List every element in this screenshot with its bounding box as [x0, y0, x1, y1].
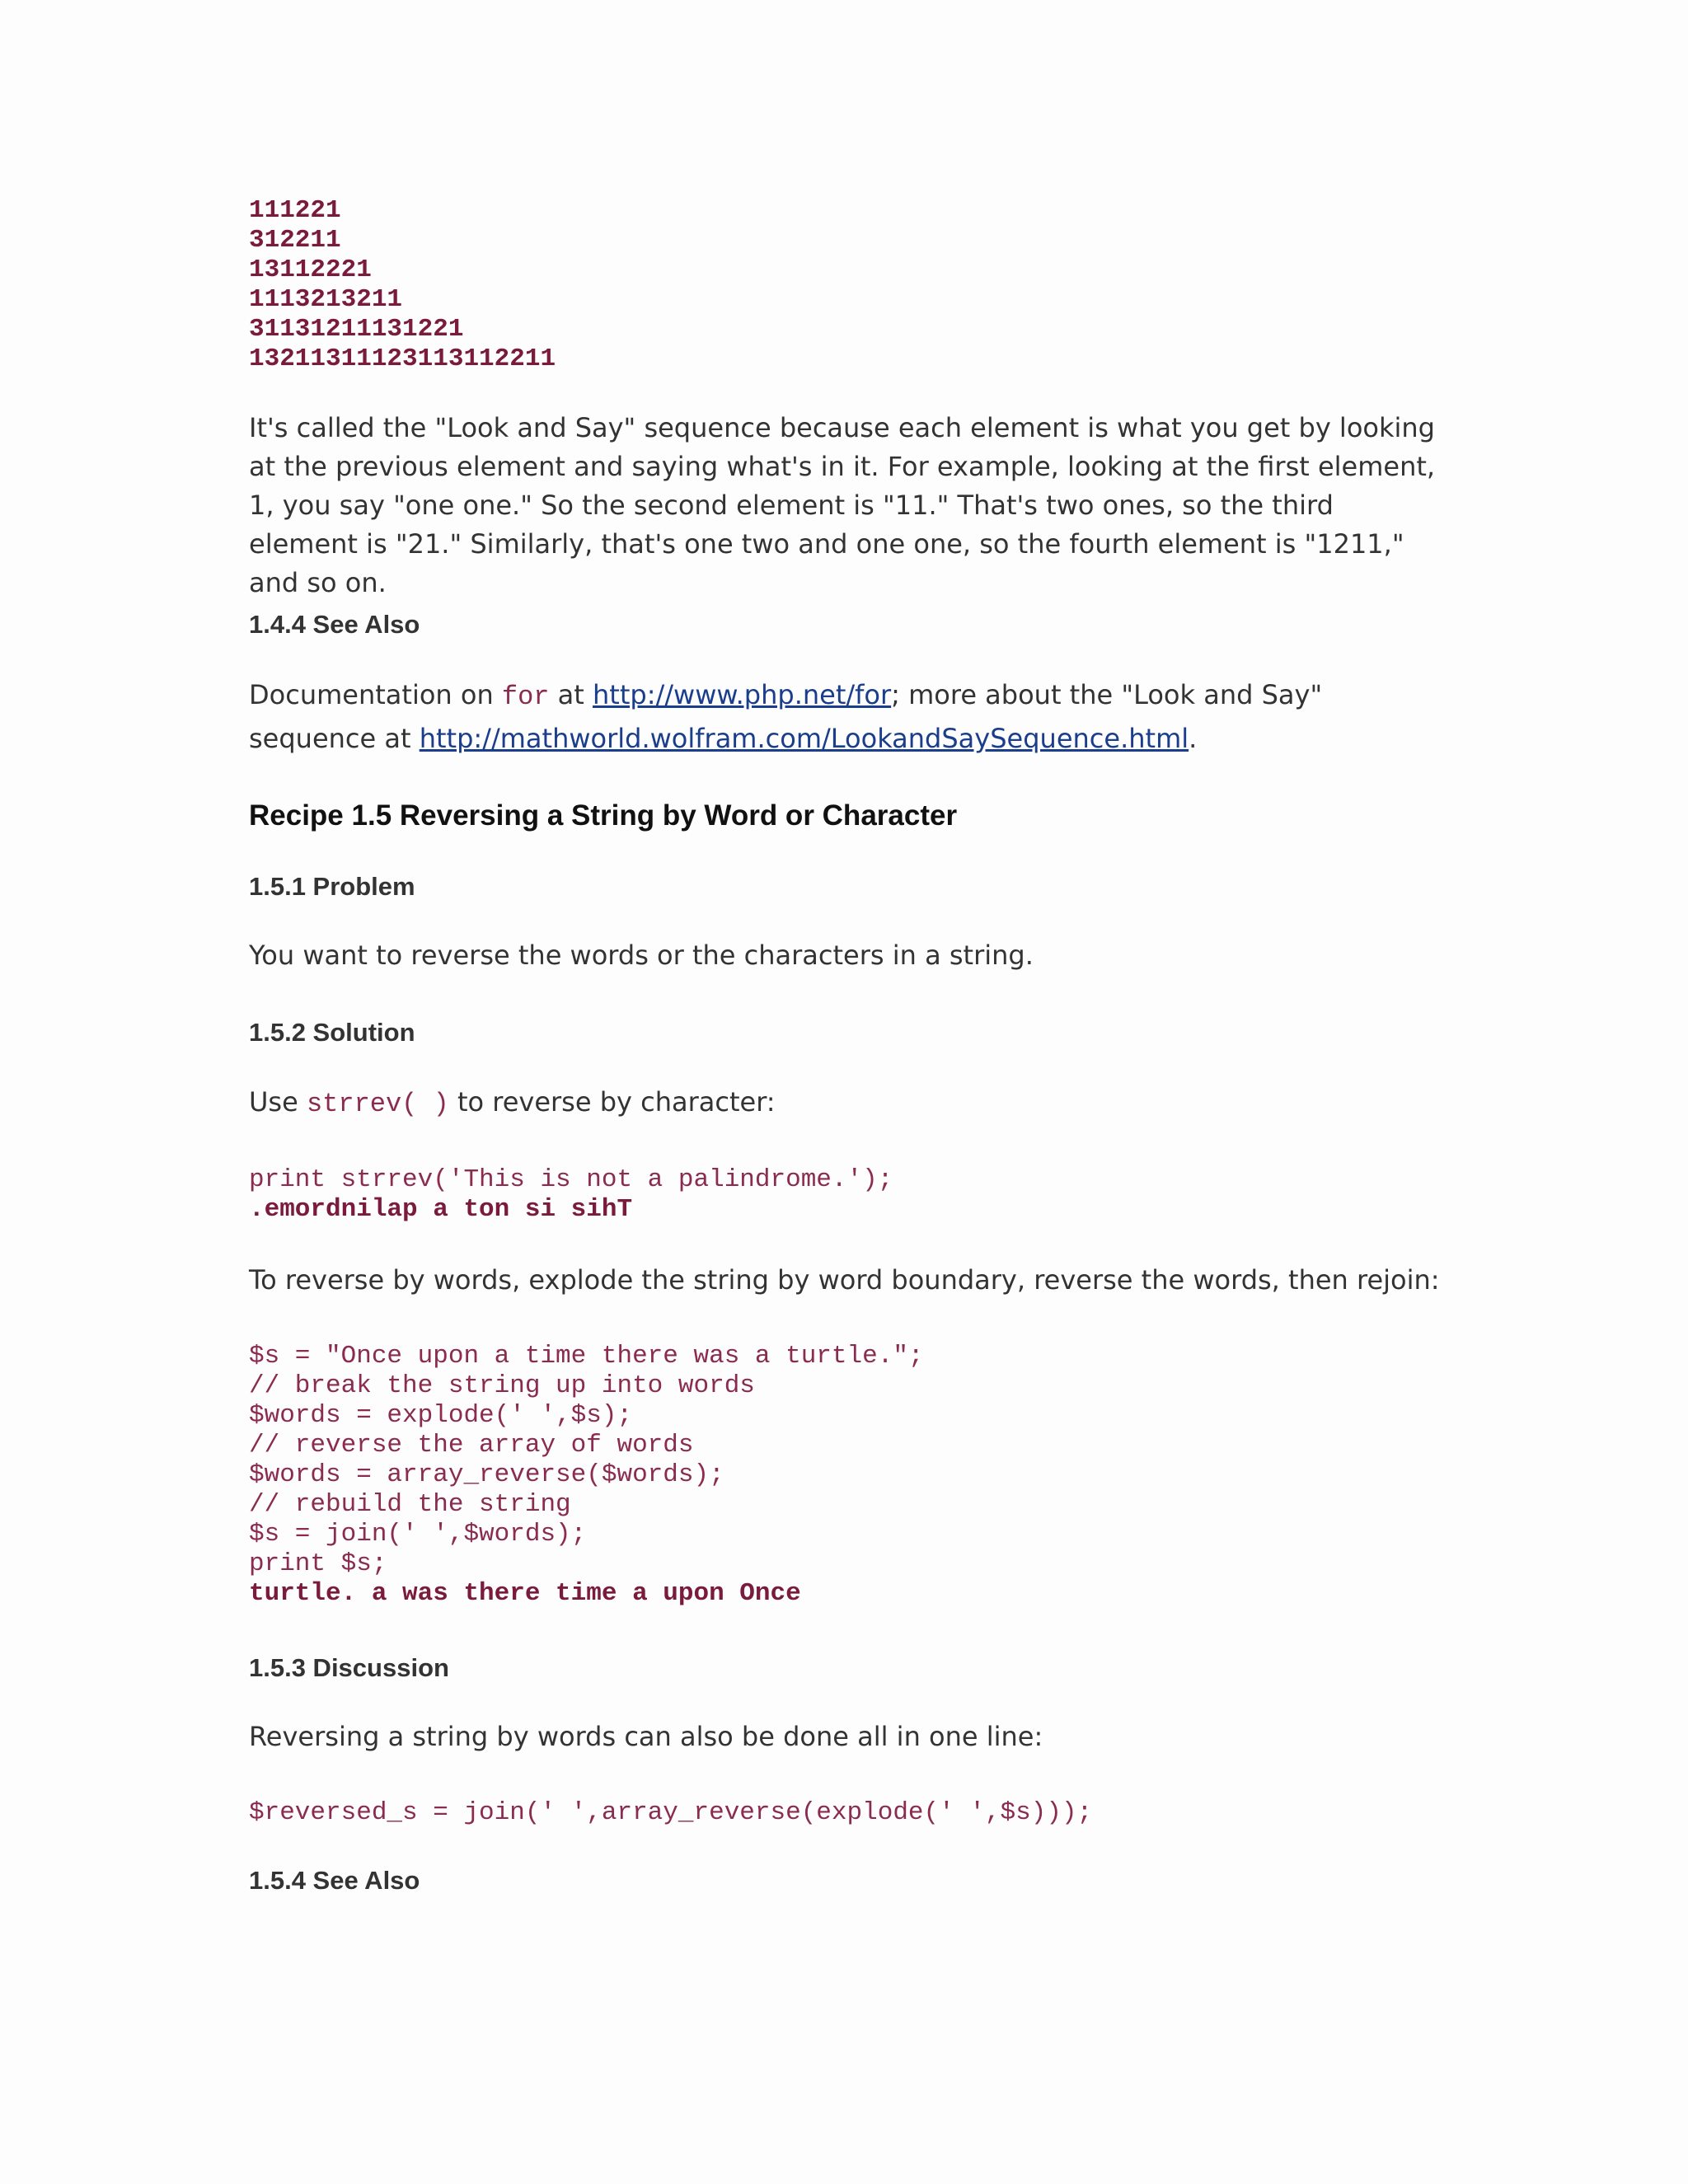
code-line: $words = array_reverse($words);: [249, 1460, 724, 1489]
code-block-reverse-words: [249, 1342, 924, 1609]
code-line: // break the string up into words: [249, 1371, 755, 1400]
sequence-line: 13211311123113112211: [249, 344, 556, 373]
php-for-link[interactable]: http://www.php.net/for: [593, 679, 892, 710]
solution-heading: 1.5.2 Solution: [249, 1018, 415, 1047]
code-line: print $s;: [249, 1549, 387, 1578]
strrev-code: strrev( ): [306, 1089, 449, 1119]
mathworld-link[interactable]: http://mathworld.wolfram.com/LookandSaySequence.html: [419, 723, 1189, 754]
sequence-line: 31131211131221: [249, 315, 464, 344]
code-line: $words = explode(' ',$s);: [249, 1401, 633, 1430]
code-line: $reversed_s = join(' ',array_reverse(explode(' ',$s)));: [249, 1798, 1093, 1827]
sequence-line: 111221: [249, 196, 341, 225]
code-block-strrev: [249, 1165, 893, 1225]
sequence-line: 312211: [249, 226, 341, 255]
see-also-154-heading: 1.5.4 See Also: [249, 1866, 420, 1895]
code-line: print strrev('This is not a palindrome.');: [249, 1165, 893, 1194]
discussion-heading: 1.5.3 Discussion: [249, 1653, 449, 1682]
see-also-144-paragraph: Documentation on for at http://www.php.net/for; more about the "Look and Say" sequence at http://mathworld.wolfram.com/LookandSaySequence.html.: [249, 679, 1323, 754]
sequence-line: 1113213211: [249, 285, 403, 314]
discussion-paragraph: Reversing a string by words can also be done all in one line:: [249, 1721, 1043, 1752]
code-line: // reverse the array of words: [249, 1431, 694, 1460]
code-block-one-line: [249, 1798, 1092, 1828]
problem-paragraph: You want to reverse the words or the characters in a string.: [249, 940, 1034, 971]
recipe-title: Recipe 1.5 Reversing a String by Word or Character: [249, 799, 958, 832]
code-output-line: turtle. a was there time a upon Once: [249, 1579, 801, 1608]
code-line: $s = join(' ',$words);: [249, 1520, 587, 1549]
problem-heading: 1.5.1 Problem: [249, 872, 415, 901]
look-say-paragraph: It's called the "Look and Say" sequence because each element is what you get by looking at the previous element and saying what's in it. For example, looking at the first element, 1, you say "one one." So the second element is "11." That's two ones, so the third element is "21." Similarly, that's one two and one one, so the fourth element is "1211," and so on.: [249, 412, 1436, 598]
words-paragraph: To reverse by words, explode the string by word boundary, reverse the words, then rejoin:: [249, 1264, 1440, 1296]
solution-paragraph: Use strrev( ) to reverse by character:: [249, 1086, 776, 1119]
for-code: for: [501, 682, 550, 712]
sequence-output-block: [249, 196, 556, 374]
code-output-line: .emordnilap a ton si sihT: [249, 1195, 633, 1224]
code-line: $s = "Once upon a time there was a turtle.";: [249, 1342, 924, 1371]
sequence-line: 13112221: [249, 255, 372, 284]
see-also-144-heading: 1.4.4 See Also: [249, 610, 420, 639]
code-line: // rebuild the string: [249, 1490, 571, 1519]
